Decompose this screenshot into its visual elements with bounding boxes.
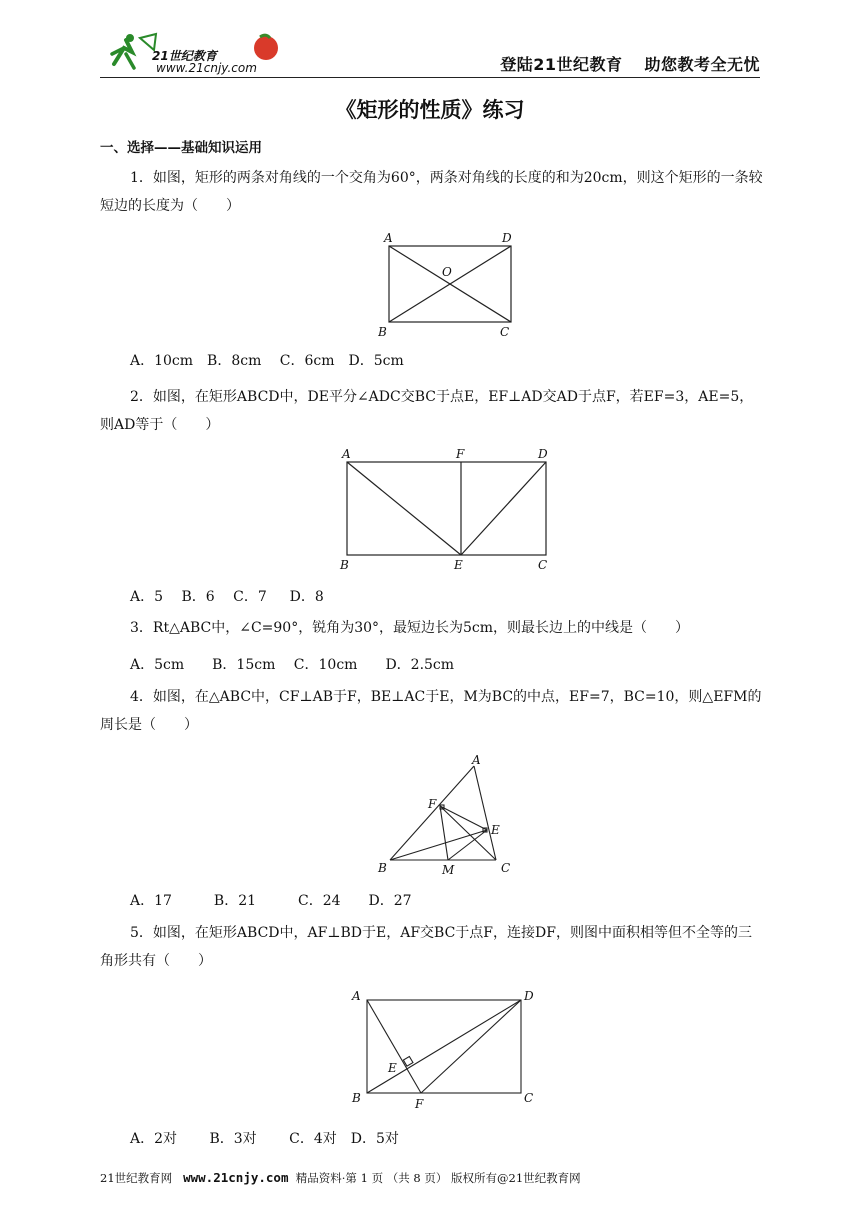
figure-1 [378, 228, 518, 342]
question-4-text: 4．如图，在△ABC中，CF⊥AB于F，BE⊥AC于E，M为BC的中点，EF=7，BC=10，则△EFM的周长是（ ） [100, 689, 762, 733]
question-5-options: A．2对 B．3对 C．4对 D．5对 [130, 1131, 399, 1147]
header-divider [100, 77, 760, 78]
question-2-options: A．5 B．6 C．7 D．8 [130, 589, 324, 605]
logo-text: 21世纪教育 [152, 49, 217, 63]
fig2-label-d: D [538, 447, 548, 461]
fig2-label-e: E [454, 558, 463, 572]
fig5-label-e: E [388, 1061, 397, 1075]
fig1-label-c: C [500, 325, 510, 339]
figure-2 [336, 444, 560, 572]
page-footer [100, 1170, 581, 1186]
fig2-label-a: A [342, 447, 351, 461]
footer-url[interactable]: www.21cnjy.com [183, 1170, 289, 1185]
fig1-label-b: B [378, 325, 387, 339]
fig1-label-a: A [384, 231, 393, 245]
fig4-label-c: C [501, 861, 511, 875]
fig4-label-a: A [472, 753, 481, 767]
question-1-options: A．10cm B．8cm C．6cm D．5cm [130, 353, 404, 369]
fig5-label-c: C [524, 1091, 534, 1105]
fig4-label-f: F [428, 797, 437, 811]
figure-4 [370, 750, 520, 878]
header-slogan-1: 登陆21世纪教育 [500, 55, 623, 74]
fig2-label-f: F [456, 447, 465, 461]
footer-page-info: 精品资料·第 1 页 （共 8 页） 版权所有@21世纪教育网 [295, 1171, 581, 1185]
fig4-label-b: B [378, 861, 387, 875]
question-2-text: 2．如图，在矩形ABCD中，DE平分∠ADC交BC于点E，EF⊥AD交AD于点F，若EF=3，AE=5，则AD等于（ ） [100, 389, 754, 433]
fig5-label-f: F [415, 1097, 424, 1111]
question-3-options: A．5cm B．15cm C．10cm D．2.5cm [130, 657, 455, 673]
page-title: 《矩形的性质》练习 [335, 97, 525, 122]
fig4-label-m: M [442, 863, 455, 877]
fig5-label-d: D [524, 989, 534, 1003]
question-1-text: 1．如图，矩形的两条对角线的一个交角为60°，两条对角线的长度的和为20cm，则这个矩形的一条较短边的长度为（ ） [100, 170, 763, 214]
question-4-options: A．17 B．21 C．24 D．27 [130, 893, 412, 909]
header-slogan-2: 助您教考全无忧 [644, 55, 760, 74]
footer-site: 21世纪教育网 [100, 1171, 173, 1185]
question-3-text: 3．Rt△ABC中，∠C=90°，锐角为30°，最短边长为5cm，则最长边上的中线是（ ） [130, 620, 690, 636]
fig1-label-d: D [502, 231, 512, 245]
fig5-label-a: A [352, 989, 361, 1003]
figure-5 [346, 984, 546, 1112]
fig2-label-c: C [538, 558, 548, 572]
fig4-label-e: E [491, 823, 500, 837]
fig5-label-b: B [352, 1091, 361, 1105]
header-slogan [478, 52, 760, 75]
logo-url: www.21cnjy.com [156, 61, 257, 75]
section-title: 一、选择——基础知识运用 [100, 140, 262, 156]
fig1-label-o: O [442, 265, 452, 279]
question-5-text: 5．如图，在矩形ABCD中，AF⊥BD于E，AF交BC于点F，连接DF，则图中面积相等但不全等的三角形共有（ ） [100, 925, 752, 969]
fig2-label-b: B [340, 558, 349, 572]
site-logo [104, 30, 284, 76]
